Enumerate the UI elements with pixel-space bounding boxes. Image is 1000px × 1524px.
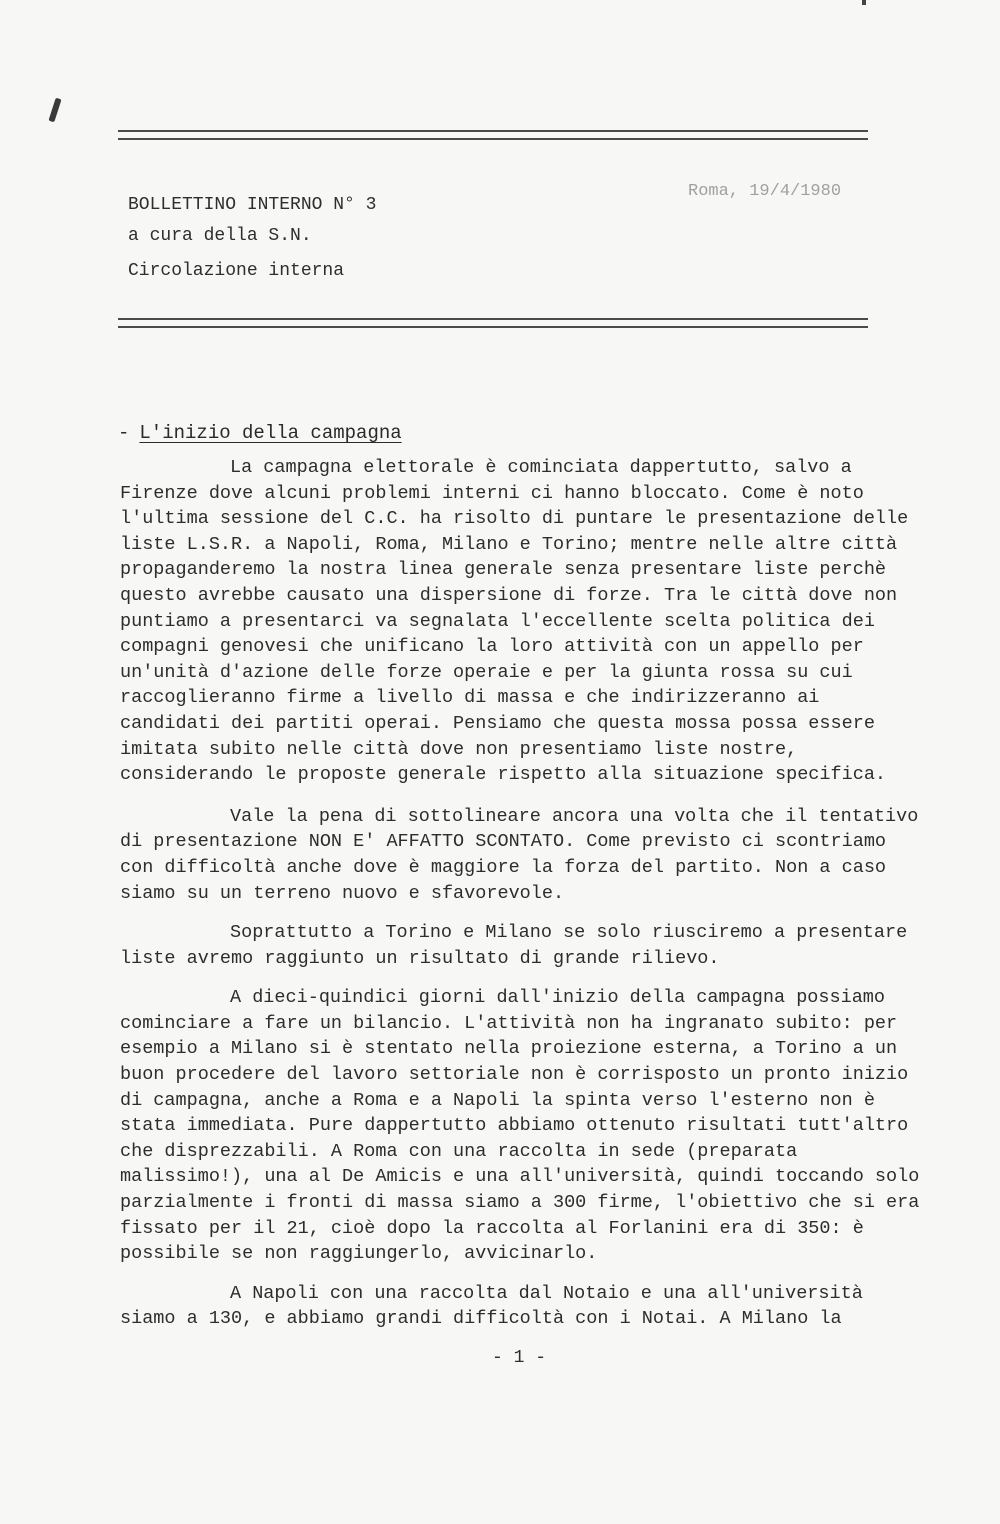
section-title: L'inizio della campagna — [139, 422, 402, 444]
section-heading — [118, 422, 402, 444]
bulletin-title: BOLLETTINO INTERNO N° 3 — [128, 195, 377, 215]
paragraph: La campagna elettorale è cominciata dappertutto, salvo a Firenze dove alcuni problemi interni ci hanno bloccato. Come è noto l'ultima sessione del C.C. ha risolto di puntare le presentazione delle liste L.S.R. a Napoli, Roma, Milano e Torino; mentre nelle altre città propaganderemo la nostra linea generale senza presentare liste perchè questo avrebbe causato una dispersione di forze. Tra le città dove non puntiamo a presentarci va segnalata l'eccellente scelta politica dei compagni genovesi che unificano la loro attività con un appello per un'unità d'azione delle forze operaie e per la giunta rossa su cui raccoglieranno firme a livello di massa e che indirizzeranno ai candidati dei partiti operai. Pensiamo che questa mossa possa essere imitata subito nelle città dove non presentiamo liste nostre, considerando le proposte generale rispetto alla situazione specifica. — [120, 457, 909, 786]
body-text — [120, 455, 920, 1346]
header-block — [128, 190, 376, 287]
header-date: Roma, 19/4/1980 — [688, 182, 842, 201]
paragraph: Soprattutto a Torino e Milano se solo riusciremo a presentare liste avremo raggiunto un risultato di grande rilievo. — [120, 922, 908, 969]
ink-speck — [48, 98, 61, 123]
distribution-note: Circolazione interna — [128, 261, 345, 281]
paragraph: A Napoli con una raccolta dal Notaio e una all'università siamo a 130, e abbiamo grandi difficoltà con i Notai. A Milano la — [120, 1282, 863, 1330]
paragraph: Vale la pena di sottolineare ancora una volta che il tentativo di presentazione NON E' AFFATTO SCONTATO. Come previsto ci scontriamo con difficoltà anche dove è maggiore la forza del partito. Non a caso siamo su un terreno nuovo e sfavorevole. — [120, 805, 919, 904]
header-bottom-rule — [118, 318, 868, 328]
section-dash: - — [118, 422, 130, 444]
paragraph: A dieci-quindici giorni dall'inizio della campagna possiamo cominciare a fare un bilancio. L'attività non ha ingranato subito: per esempio a Milano si è stentato nella proiezione esterna, a Torino a un buon procedere del lavoro settoriale non è corrisposto un pronto inizio di campagna, anche a Roma e a Napoli la spinta verso l'esterno non è stata immediata. Pure dappertutto abbiamo ottenuto risultati tutt'altro che disprezzabili. A Roma con una raccolta in sede (preparata malissimo!), una al De Amicis e una all'università, quindi toccando solo parzialmente i fronti di massa siamo a 300 firme, l'obiettivo che si era fissato per il 21, cioè dopo la raccolta al Forlanini era di 350: è possibile se non raggiungerlo, avvicinarlo. — [120, 987, 920, 1265]
scan-mark — [862, 0, 866, 5]
header-top-rule — [118, 130, 868, 140]
page-number: - 1 - — [492, 1348, 547, 1368]
bulletin-subtitle: a cura della S.N. — [128, 226, 312, 246]
